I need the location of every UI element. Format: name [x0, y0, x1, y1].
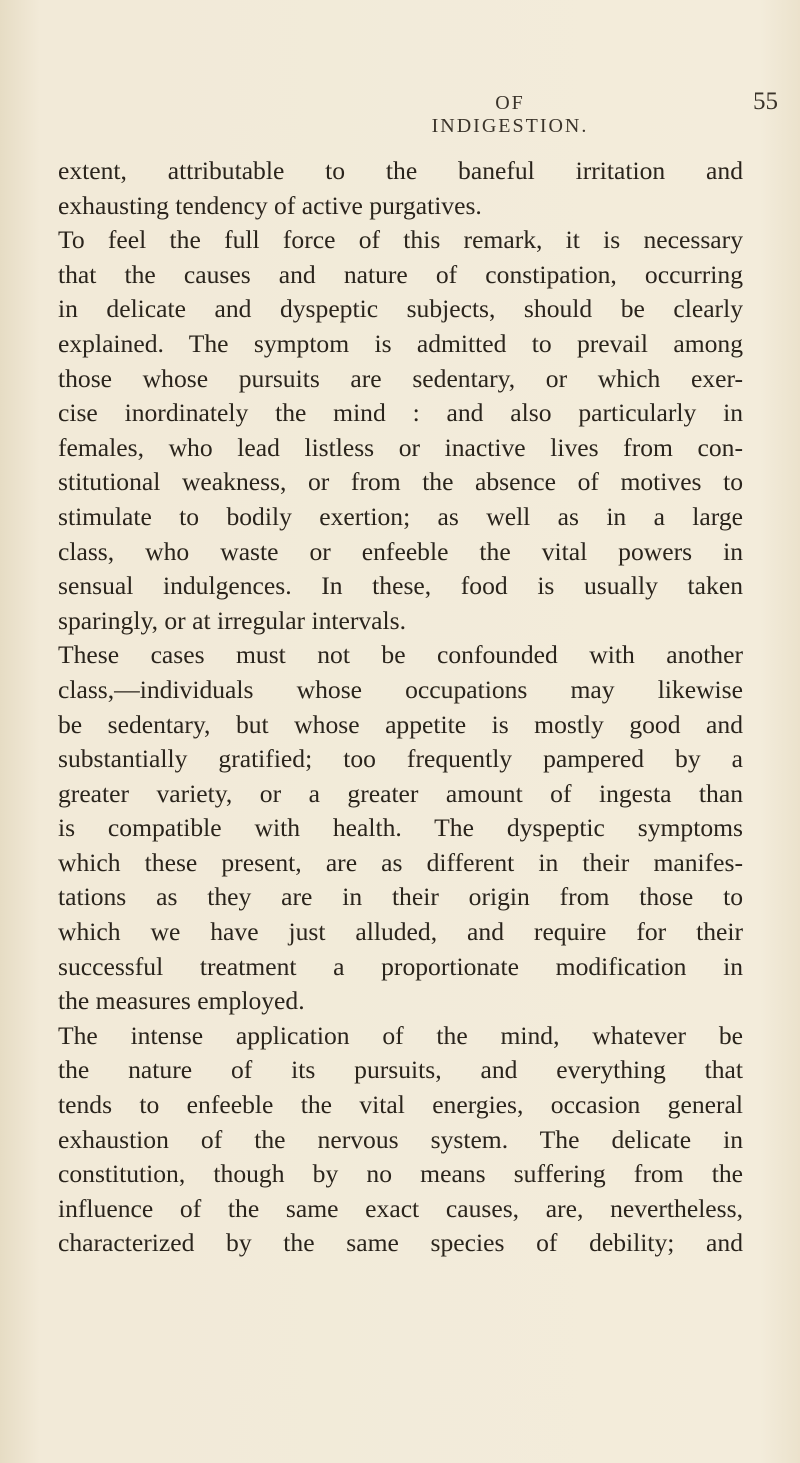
text-line: substantially gratified; too frequently pampered by a — [58, 744, 743, 774]
text-line: successful treatment a proportionate modification in — [58, 951, 743, 981]
text-line: exhaustion of the nervous system. The delicate in — [58, 1124, 743, 1154]
text-line: which these present, are as different in their manifes- — [58, 847, 743, 877]
text-line: the measures employed. — [58, 986, 305, 1016]
text-line: explained. The symptom is admitted to prevail among — [58, 328, 743, 358]
text-line: constitution, though by no means suffering from the — [58, 1159, 743, 1189]
body-text — [58, 154, 743, 1261]
text-line: stimulate to bodily exertion; as well as in a large — [58, 501, 743, 531]
text-line: greater variety, or a greater amount of ingesta than — [58, 778, 743, 808]
text-line: cise inordinately the mind : and also particularly in — [58, 398, 743, 428]
text-line: class, who waste or enfeeble the vital powers in — [58, 536, 743, 566]
text-line: To feel the full force of this remark, it is necessary — [58, 225, 743, 255]
text-line: tations as they are in their origin from those to — [58, 882, 743, 912]
text-line: females, who lead listless or inactive lives from con- — [58, 432, 743, 462]
text-line: that the causes and nature of constipation, occurring — [58, 259, 743, 289]
text-line: class,—individuals whose occupations may likewise — [58, 674, 743, 704]
text-line: exhausting tendency of active purgatives. — [58, 190, 482, 220]
text-line: influence of the same exact causes, are, nevertheless, — [58, 1193, 743, 1223]
running-title: OF INDIGESTION. — [431, 92, 589, 137]
text-line: extent, attributable to the baneful irritation and — [58, 156, 743, 185]
text-line: the nature of its pursuits, and everything that — [58, 1055, 743, 1085]
text-line: characterized by the same species of debility; and — [58, 1228, 743, 1258]
text-line: stitutional weakness, or from the absence of motives to — [58, 467, 743, 497]
text-line: which we have just alluded, and require for their — [58, 917, 743, 947]
text-line: is compatible with health. The dyspeptic symptoms — [58, 813, 743, 843]
text-line: sensual indulgences. In these, food is usually taken — [58, 571, 743, 601]
page-number: 55 — [753, 88, 778, 115]
text-line: tends to enfeeble the vital energies, occasion general — [58, 1090, 743, 1120]
text-line: sparingly, or at irregular intervals. — [58, 605, 407, 635]
text-line: in delicate and dyspeptic subjects, should be clearly — [58, 294, 743, 324]
text-line: be sedentary, but whose appetite is mostly good and — [58, 709, 743, 739]
text-line: those whose pursuits are sedentary, or which exer- — [58, 363, 743, 393]
text-line: The intense application of the mind, whatever be — [58, 1020, 743, 1050]
text-line: These cases must not be confounded with another — [58, 640, 743, 670]
